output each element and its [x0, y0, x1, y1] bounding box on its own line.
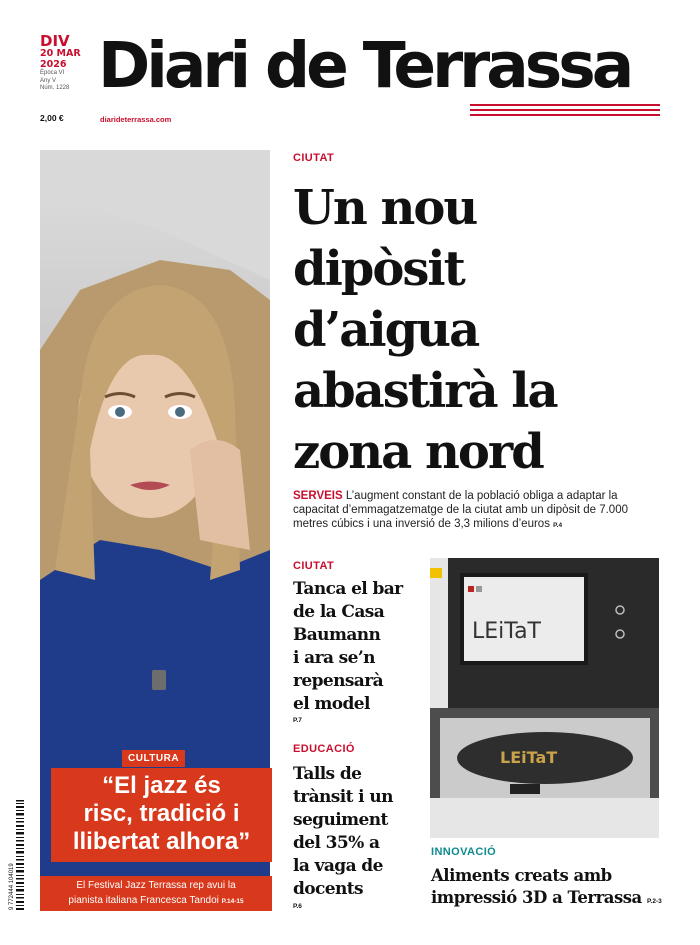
- headline-line: de la Casa: [293, 602, 385, 622]
- headline-line: Tanca el bar: [293, 579, 403, 599]
- culture-sub-line: El Festival Jazz Terrassa rep avui la: [76, 880, 236, 891]
- main-lede: [293, 489, 663, 533]
- culture-sub-line: pianista italiana Francesca Tandoi P.14-15: [68, 895, 244, 906]
- cover-price: 2,00 €: [40, 112, 64, 123]
- page-ref: P.7: [293, 717, 302, 724]
- edition-day: DIV: [40, 32, 70, 50]
- page-ref: P.14-15: [221, 898, 244, 905]
- page-ref: P.2-3: [647, 898, 662, 905]
- barcode: [6, 800, 26, 910]
- headline-line: dipòsit: [293, 241, 464, 297]
- lede-tag: SERVEIS: [293, 490, 343, 502]
- headline-line: Aliments creats amb: [431, 866, 612, 885]
- headline-line: el model: [293, 694, 370, 714]
- headline-line: Baumann: [293, 625, 381, 645]
- screen-logo: LEiTaT: [472, 619, 541, 644]
- culture-quote[interactable]: [51, 768, 272, 862]
- edition-date: 20 MAR: [40, 48, 81, 59]
- headline-line: la vaga de: [293, 856, 383, 876]
- newspaper-logo[interactable]: Diari de Terrassa: [98, 29, 631, 102]
- quote-line: “El jazz és: [102, 772, 221, 799]
- headline-line: Talls de: [293, 764, 362, 784]
- culture-tag[interactable]: CULTURA: [122, 750, 185, 767]
- headline-line: i ara se’n: [293, 648, 375, 668]
- main-kicker[interactable]: CIUTAT: [293, 152, 335, 164]
- lede-text: L’augment constant de la població obliga a adaptar la capacitat d’emmagatzematge de la ciutat amb un dipòsit de 7.000 metres cúbics i una inversió de 3,3 milions d’euros: [293, 490, 628, 530]
- edition-any: Any V: [40, 77, 57, 84]
- innovacio-headline[interactable]: [431, 865, 681, 913]
- page-ref: P.4: [553, 522, 563, 529]
- headline-line: del 35% a: [293, 833, 380, 853]
- edition-meta: [40, 34, 96, 123]
- headline-line: Un nou: [293, 180, 477, 236]
- vaga-kicker[interactable]: EDUCACIÓ: [293, 743, 355, 755]
- culture-subhead: [40, 876, 272, 911]
- edition-year: 2026: [40, 59, 67, 70]
- plate-logo: LEiTaT: [500, 748, 558, 767]
- website-link[interactable]: diarideterrassa.com: [100, 115, 172, 124]
- masthead-rules: [470, 104, 660, 119]
- headline-line: seguiment: [293, 810, 388, 830]
- food-printer-illustration: [430, 558, 659, 838]
- printer-photo: [430, 558, 659, 838]
- headline-line: repensarà: [293, 671, 383, 691]
- quote-line: llibertat alhora”: [72, 828, 251, 855]
- headline-line: trànsit i un: [293, 787, 393, 807]
- innovacio-kicker[interactable]: INNOVACIÓ: [431, 846, 497, 858]
- vaga-headline[interactable]: [293, 763, 413, 901]
- page-ref: P.6: [293, 903, 302, 910]
- headline-line: d’aigua: [293, 302, 479, 358]
- headline-line: zona nord: [293, 424, 543, 480]
- headline-line: abastirà la: [293, 363, 557, 419]
- headline-line: impressió 3D a Terrassa P.2-3: [431, 888, 662, 907]
- barcode-icon: [6, 800, 26, 910]
- bar-kicker[interactable]: CIUTAT: [293, 560, 335, 572]
- headline-line: docents: [293, 879, 363, 899]
- bar-headline[interactable]: [293, 578, 413, 716]
- edition-number: Núm. 1228: [40, 85, 70, 91]
- quote-line: risc, tradició i: [83, 800, 240, 827]
- main-headline[interactable]: [293, 178, 683, 483]
- barcode-digits: 9 772444 104019: [9, 863, 15, 910]
- edition-epoca: Època VI: [40, 70, 65, 76]
